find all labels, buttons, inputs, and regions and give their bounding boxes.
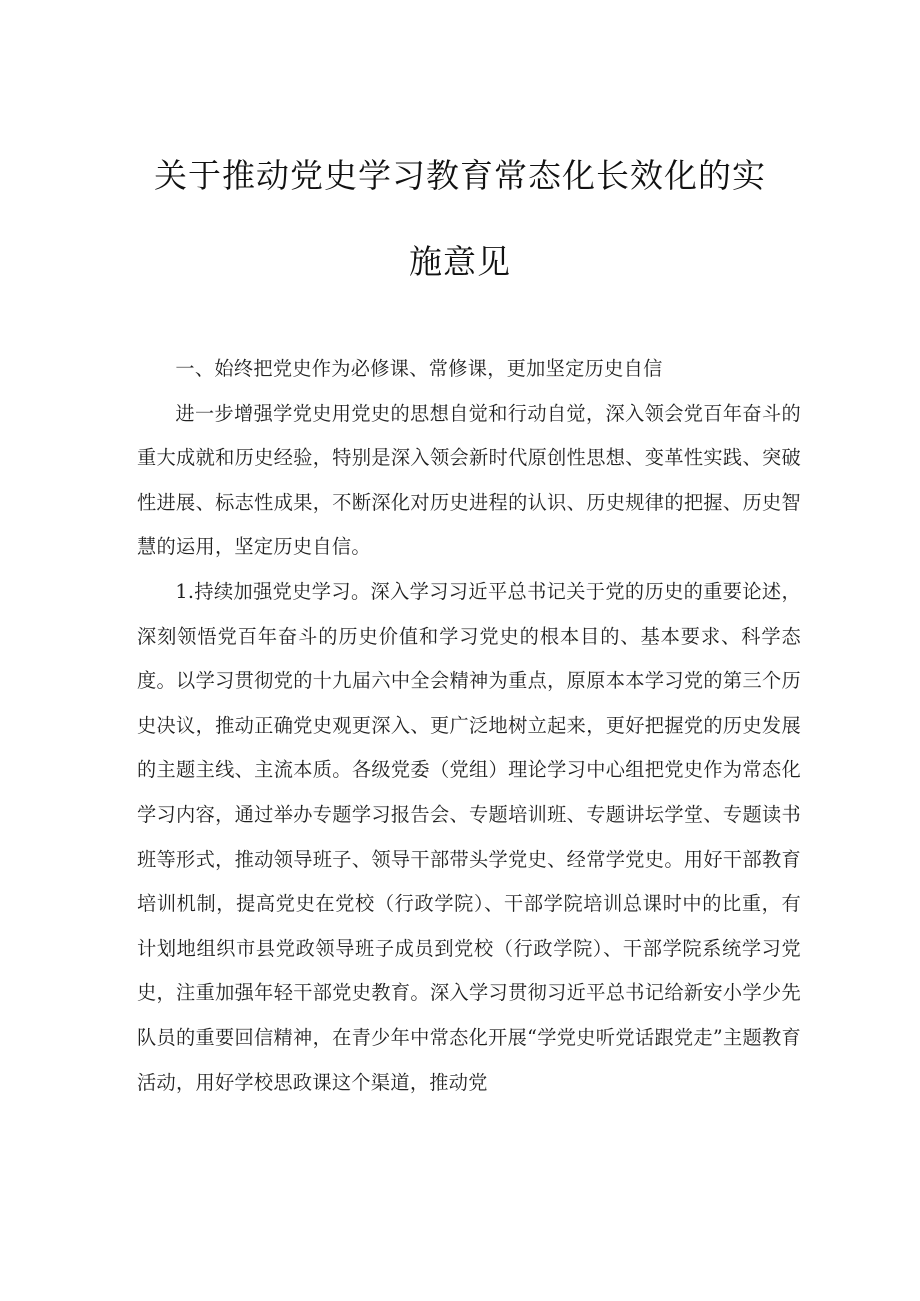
body-paragraph: 1.持续加强党史学习。深入学习习近平总书记关于党的历史的重要论述，深刻领悟党百年奋斗的历史价值和学习党史的根本目的、基本要求、科学态度。以学习贯彻党的十九届六中全会精神为重点，原原本本学习党的第三个历史决议，推动正确党史观更深入、更广泛地树立起来，更好把握党的历史发展的主题主线、主流本质。各级党委（党组）理论学习中心组把党史作为常态化学习内容，通过举办专题学习报告会、专题培训班、专题讲坛学堂、专题读书班等形式，推动领导班子、领导干部带头学党史、经常学党史。用好干部教育培训机制，提高党史在党校（行政学院）、干部学院培训总课时中的比重，有计划地组织市县党政领导班子成员到党校（行政学院）、干部学院系统学习党史，注重加强年轻干部党史教育。深入学习贯彻习近平总书记给新安小学少先队员的重要回信精神，在青少年中常态化开展“学党史听党话跟党走”主题教育活动，用好学校思政课这个渠道，推动党	[137, 579, 801, 1094]
body-paragraph: 进一步增强学党史用党史的思想自觉和行动自觉，深入领会党百年奋斗的重大成就和历史经验，特别是深入领会新时代原创性思想、变革性实践、突破性进展、标志性成果，不断深化对历史进程的认识、历史规律的把握、历史智慧的运用，坚定历史自信。	[137, 401, 801, 559]
document-title-line-1: 关于推动党史学习教育常态化长效化的实	[154, 156, 766, 195]
document-title-line-2: 施意见	[409, 242, 511, 281]
document-body	[137, 347, 801, 1105]
section-heading: 一、始终把党史作为必修课、常修课，更加坚定历史自信	[175, 357, 663, 380]
